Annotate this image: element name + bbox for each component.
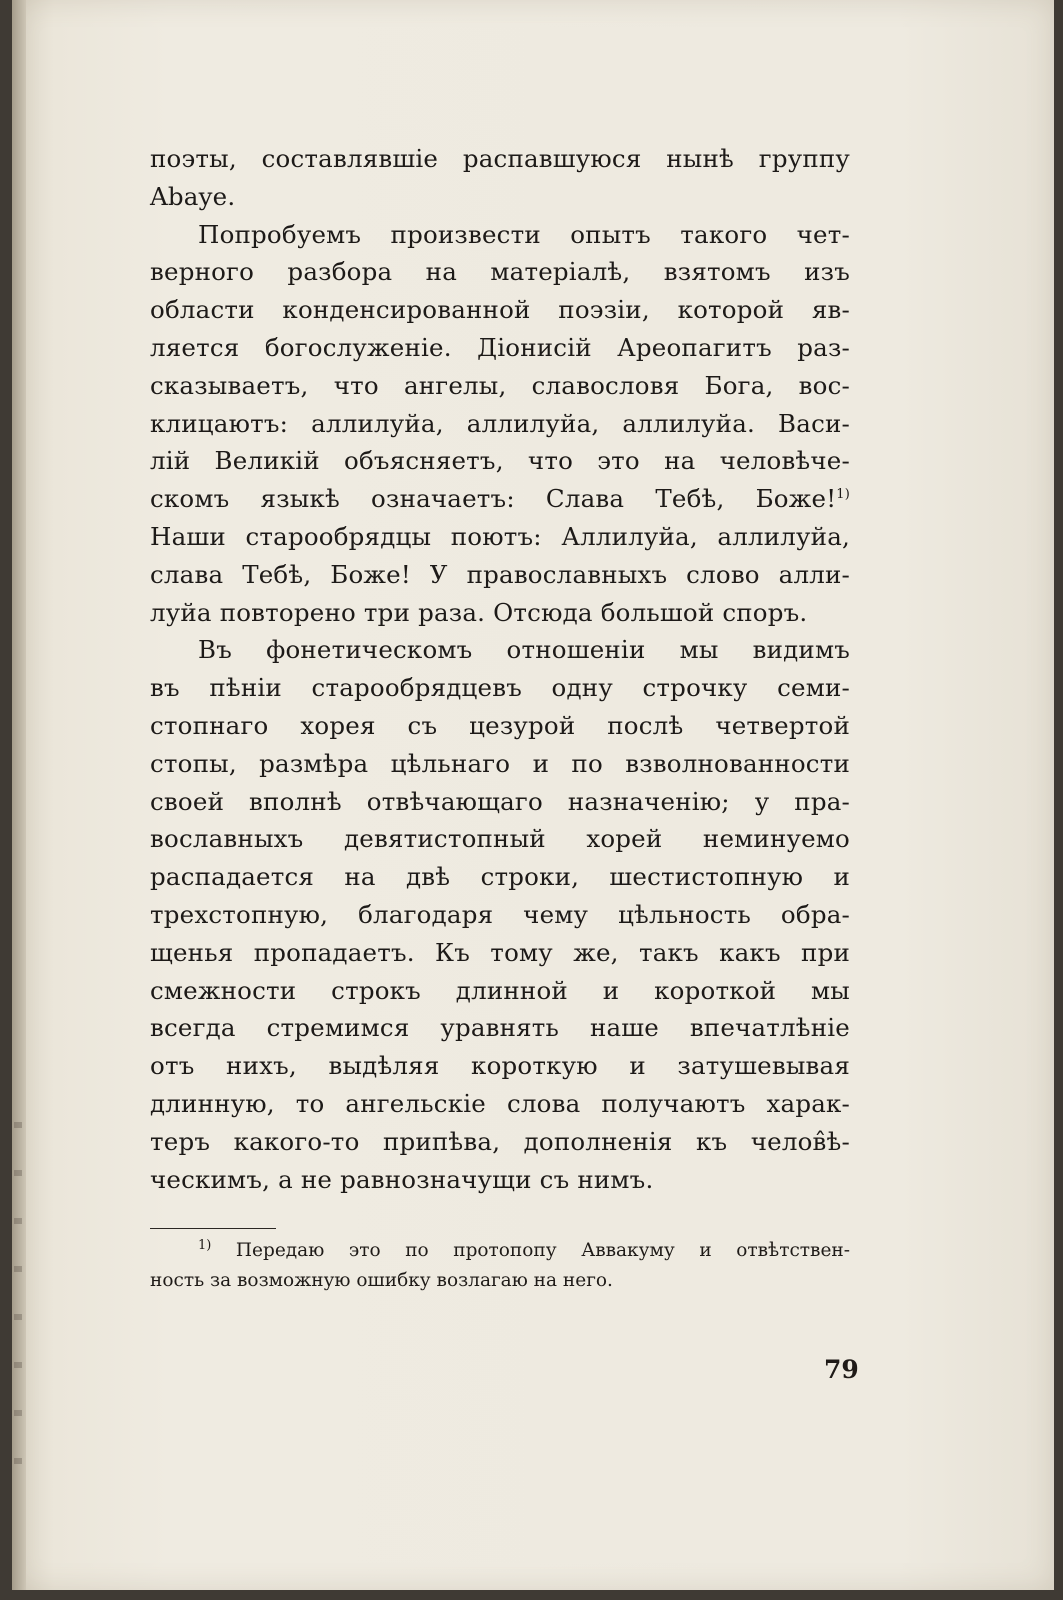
text-line: Попробуемъ произвести опытъ такого чет- bbox=[198, 219, 850, 249]
footnote-divider bbox=[150, 1228, 276, 1229]
text-line: Въ фонетическомъ отношеніи мы видимъ bbox=[198, 635, 850, 665]
main-text bbox=[150, 140, 850, 1198]
text-line: въ пѣніи старообрядцевъ одну строчку семи- bbox=[150, 673, 850, 703]
text-line: слава Тебѣ, Боже! У православныхъ слово алли- bbox=[150, 559, 850, 589]
text-line: ческимъ, а не равнозначущи съ нимъ. bbox=[150, 1164, 654, 1194]
footnote-marker: 1) bbox=[836, 487, 850, 503]
text-line: длинную, то ангельскіе слова получаютъ харак- bbox=[150, 1088, 850, 1118]
text-line: клицаютъ: аллилуйа, аллилуйа, аллилуйа. Васи- bbox=[150, 408, 850, 438]
text-line: лій Великій объясняетъ, что это на человѣче- bbox=[150, 446, 850, 476]
text-line: вославныхъ девятистопный хорей неминуемо bbox=[150, 824, 850, 854]
footnote-line: $^{1)}$ Передаю это по протопопу Аввакуму и отвѣтствен- bbox=[198, 1237, 850, 1261]
binding-holes bbox=[14, 1080, 22, 1500]
text-line: луйа повторено три раза. Отсюда большой споръ. bbox=[150, 597, 808, 627]
text-line: отъ нихъ, выдѣляя короткую и затушевывая bbox=[150, 1051, 850, 1081]
text-line: сказываетъ, что ангелы, славословя Бога, вос- bbox=[150, 370, 850, 400]
text-line: распадается на двѣ строки, шестистопную и bbox=[150, 862, 850, 892]
text-line: трехстопную, благодаря чему цѣльность обра- bbox=[150, 899, 850, 929]
text-line: Abaye. bbox=[150, 181, 236, 211]
text-line: стопнаго хорея съ цезурой послѣ четвертой bbox=[150, 710, 850, 740]
footnotes bbox=[150, 1236, 850, 1296]
text-line: Наши старообрядцы поютъ: Аллилуйа, аллилуйа, bbox=[150, 521, 850, 551]
text-line: верного разбора на матеріалѣ, взятомъ изъ bbox=[150, 257, 850, 287]
text-line: стопы, размѣра цѣльнаго и по взволнованности bbox=[150, 748, 850, 778]
text-line: поэты, составлявшіе распавшуюся нынѣ группу bbox=[150, 144, 850, 173]
text-line: своей вполнѣ отвѣчающаго назначенію; у пра- bbox=[150, 786, 850, 816]
text-line: всегда стремимся уравнять наше впечатлѣніе bbox=[150, 1013, 850, 1043]
text-line: ляется богослуженіе. Діонисій Ареопагитъ раз- bbox=[150, 332, 850, 362]
page-number: 79 bbox=[824, 1355, 859, 1384]
text-line: скомъ языкѣ означаетъ: Слава Тебѣ, Боже!$^{1)}$ bbox=[150, 484, 850, 514]
text-line: щенья пропадаетъ. Къ тому же, такъ какъ при bbox=[150, 937, 850, 967]
footnote-line: ность за возможную ошибку возлагаю на него. bbox=[150, 1270, 613, 1291]
text-line: теръ какого-то припѣва, дополненія къ челов̂ѣ- bbox=[150, 1126, 850, 1156]
book-page bbox=[12, 0, 1054, 1590]
text-line: смежности строкъ длинной и короткой мы bbox=[150, 975, 850, 1005]
text-line: области конденсированной поэзіи, которой яв- bbox=[150, 295, 850, 325]
footnote-number: 1) bbox=[198, 1237, 212, 1253]
